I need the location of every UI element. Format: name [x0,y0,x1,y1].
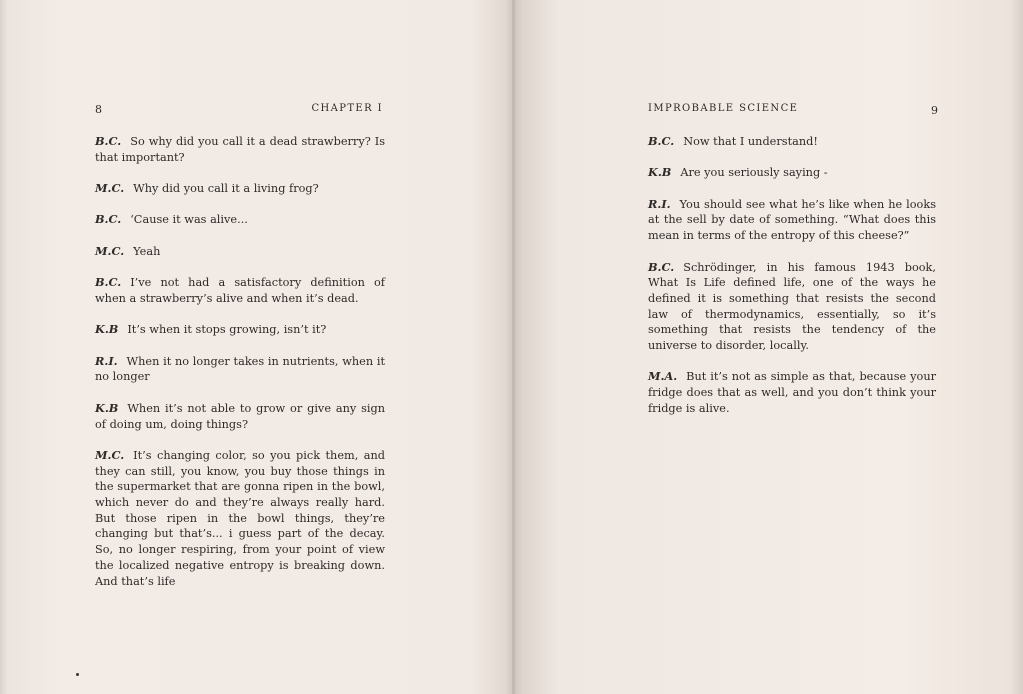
speaker-initials: R.I. [648,196,671,211]
page-number: 8 [95,103,102,116]
dialogue-text: ‘Cause it was alive... [130,213,248,227]
dialogue-paragraph [95,134,385,165]
dialogue-paragraph [95,448,385,589]
dialogue-text: It’s when it stops growing, isn’t it? [127,323,327,337]
speaker-initials: B.C. [95,212,122,227]
dialogue-text: When it no longer takes in nutrients, when it no longer [95,354,385,384]
running-header [95,103,385,117]
transcript-body [648,134,936,432]
dialogue-text: Why did you call it a living frog? [133,182,319,196]
speaker-initials: K.B [648,165,672,180]
speaker-initials: R.I. [95,353,118,368]
left-page [95,0,385,694]
dialogue-text: Yeah [133,244,161,258]
dialogue-paragraph [648,369,936,416]
speaker-initials: M.A. [648,369,678,384]
book-gutter [512,0,515,694]
speaker-initials: B.C. [648,259,675,274]
chapter-title: CHAPTER I [311,103,383,114]
dialogue-paragraph [95,275,385,306]
speaker-initials: B.C. [95,275,122,290]
book-title: IMPROBABLE SCIENCE [648,103,799,114]
ink-speck [76,673,79,676]
speaker-initials: B.C. [648,134,675,148]
dialogue-paragraph [95,181,385,197]
dialogue-paragraph [648,260,936,354]
dialogue-paragraph [95,244,385,260]
dialogue-paragraph [648,165,936,181]
speaker-initials: K.B [95,322,119,337]
dialogue-text: You should see what he’s like when he looks at the sell by date of something. “What does this mean in terms of the entropy of this cheese?” [648,197,936,243]
speaker-initials: M.C. [95,447,125,462]
dialogue-text: But it’s not as simple as that, because your fridge does that as well, and you don’t think your fridge is alive. [648,370,936,415]
speaker-initials: B.C. [95,134,122,148]
dialogue-text: Schrödinger, in his famous 1943 book, What Is Life defined life, one of the ways he defined it is something that resists the second law of thermodynamics, essentially, so it’s something that resists the tendency of the universe to disorder, locally. [648,260,936,353]
speaker-initials: K.B [95,400,119,415]
dialogue-paragraph [95,212,385,228]
dialogue-text: Now that I understand! [683,135,818,148]
dialogue-paragraph [95,401,385,432]
speaker-initials: M.C. [95,181,125,196]
running-header [648,103,936,117]
transcript-body [95,134,385,605]
dialogue-text: So why did you call it a dead strawberry? Is that important? [95,135,385,164]
page-number: 9 [931,104,938,117]
dialogue-paragraph [648,197,936,244]
dialogue-paragraph [648,134,936,150]
speaker-initials: M.C. [95,243,125,258]
dialogue-text: Are you seriously saying - [680,166,828,180]
dialogue-text: I’ve not had a satisfactory definition of when a strawberry’s alive and when it’s dead. [95,276,385,305]
dialogue-paragraph [95,322,385,338]
dialogue-text: It’s changing color, so you pick them, and they can still, you know, you buy those things in the supermarket that are gonna ripen in the bowl, which never do and they’re always really hard. But those ripen in the bowl things, they’re changing but that’s... i guess part of the decay. So, no longer respiring, from your point of view the localized negative entropy is breaking down. And that’s life [95,448,385,588]
dialogue-text: When it’s not able to grow or give any sign of doing um, doing things? [95,401,385,431]
right-page [648,0,936,694]
dialogue-paragraph [95,354,385,385]
